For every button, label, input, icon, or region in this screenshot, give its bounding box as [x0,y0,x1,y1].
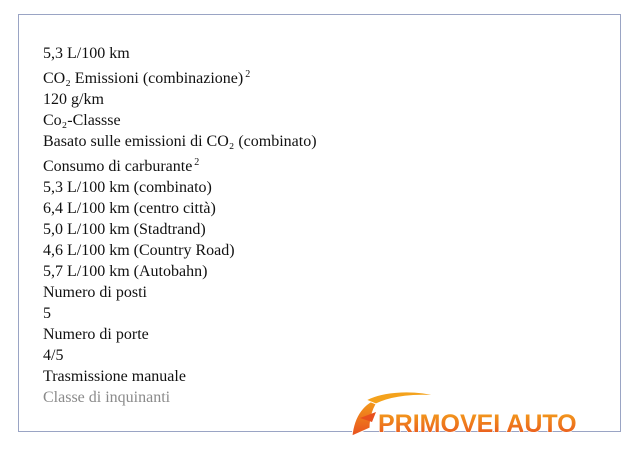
footnote-marker: 2 [194,157,200,168]
spec-line: 4,6 L/100 km (Country Road) [43,242,235,259]
spec-line: 5,3 L/100 km (combinato) [43,179,212,196]
spec-line: Classe di inquinanti [43,389,171,406]
spec-list [43,43,317,408]
spec-line: 6,4 L/100 km (centro città) [43,200,216,217]
spec-line: 5 [43,305,51,322]
spec-line: CO₂ Emissioni (combinazione) $^2$ [43,69,251,87]
spec-line: Co₂-Classse [43,112,121,129]
spec-line: 120 g/km [43,91,104,108]
watermark-logo [346,388,636,442]
spec-line: 4/5 [43,347,64,364]
spec-line: 5,7 L/100 km (Autobahn) [43,263,208,280]
spec-line: Numero di posti [43,284,147,301]
spec-line: Basato sulle emissioni di CO₂ (combinato) [43,133,317,150]
spec-line: 5,0 L/100 km (Stadtrand) [43,221,206,238]
spec-line: Consumo di carburante $^2$ [43,157,200,175]
footnote-marker: 2 [245,69,251,80]
spec-line: Trasmissione manuale [43,368,186,385]
spec-line: 5,3 L/100 km [43,45,130,62]
watermark-text: PRIMOVEI AUTO [378,410,577,438]
spec-line: Numero di porte [43,326,149,343]
